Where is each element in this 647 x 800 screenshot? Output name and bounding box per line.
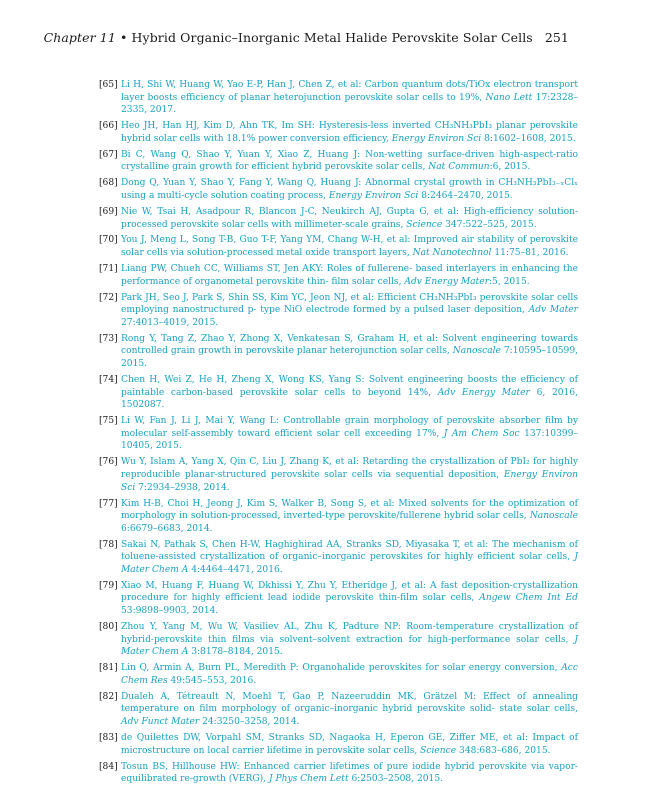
- reference-item: [99, 292, 578, 330]
- reference-citation[interactable]: de Quilettes DW, Vorpahl SM, Stranks SD, Nagaoka H, Eperon GE, Ziffer ME, et al: Impact of microstructure on local carrier lifetime in perovskite solar cells,: [121, 732, 578, 756]
- reference-journal[interactable]: Adv Energy Mater: [437, 387, 530, 398]
- reference-item: [99, 234, 578, 259]
- reference-volume-pages[interactable]: :5, 2015.: [488, 276, 530, 287]
- reference-volume-pages[interactable]: :6, 2015.: [489, 162, 531, 173]
- reference-citation[interactable]: Li W, Fan J, Li J, Mai Y, Wang L: Controllable grain morphology of perovskite absorber film by molecular self-assembly toward efficient solar cell exceeding 17%,: [121, 416, 578, 439]
- reference-number: [81]: [99, 663, 118, 674]
- reference-citation[interactable]: Tosun BS, Hillhouse HW: Enhanced carrier lifetimes of pure iodide hybrid perovskite via vapor-equilibrated re-growth (VERG),: [121, 761, 578, 785]
- reference-citation[interactable]: Dualeh A, Tétreault N, Moehl T, Gao P, Nazeeruddin MK, Grätzel M: Effect of annealing temperature on film morphology of organic–inorganic hybrid perovskite solid- state solar cells,: [121, 691, 578, 715]
- reference-item: [99, 415, 578, 453]
- reference-item: [99, 374, 578, 412]
- reference-item: [99, 206, 578, 231]
- reference-volume-pages[interactable]: 137:10399–10405, 2015.: [121, 428, 578, 452]
- reference-volume-pages[interactable]: 11:75–81, 2016.: [491, 248, 569, 259]
- reference-volume-pages[interactable]: 6:2503–2508, 2015.: [348, 774, 443, 785]
- page-number: 251: [544, 30, 569, 45]
- reference-journal[interactable]: Adv Energy Mater: [404, 276, 489, 287]
- reference-journal[interactable]: Nano Lett: [485, 92, 533, 103]
- reference-volume-pages[interactable]: 347:522–525, 2015.: [442, 219, 537, 230]
- reference-journal[interactable]: Energy Environ Sci: [391, 133, 482, 144]
- reference-journal[interactable]: J Am Chem Soc: [443, 428, 520, 439]
- reference-item: [99, 177, 578, 202]
- reference-number: [75]: [99, 416, 118, 427]
- reference-citation[interactable]: Heo JH, Han HJ, Kim D, Ahn TK, Im SH: Hysteresis-less inverted CH₃NH₃PbI₃ planar perovskite hybrid solar cells with 18.1% power conversion efficiency,: [121, 121, 578, 144]
- reference-number: [80]: [99, 622, 118, 633]
- reference-citation[interactable]: Sakai N, Pathak S, Chen H-W, Haghighirad AA, Stranks SD, Miyasaka T, et al: The mechanism of toluene-assisted crystallization of organic–inorganic perovskites for highly efficient solar cells,: [121, 539, 578, 563]
- reference-citation[interactable]: Nie W, Tsai H, Asadpour R, Blancon J-C, Neukirch AJ, Gupta G, et al: High-efficiency solution-processed perovskite solar cells with millimeter-scale grains,: [121, 206, 578, 230]
- reference-volume-pages[interactable]: 3:8178–8184, 2015.: [188, 647, 283, 658]
- reference-item: [99, 662, 578, 687]
- reference-number: [77]: [99, 498, 118, 509]
- reference-number: [79]: [99, 580, 118, 591]
- reference-citation[interactable]: Kim H-B, Choi H, Jeong J, Kim S, Walker B, Song S, et al: Mixed solvents for the optimization of morphology in solution-processed, inverted-type perovskite/fullerene hybrid solar cells,: [121, 498, 578, 522]
- reference-journal[interactable]: Nat Nanotechnol: [412, 248, 492, 259]
- reference-list: [99, 79, 578, 789]
- reference-number: [78]: [99, 539, 118, 550]
- reference-citation[interactable]: Li H, Shi W, Huang W, Yao E-P, Han J, Chen Z, et al: Carbon quantum dots/TiOx electron transport layer boosts efficiency of planar heterojunction perovskite solar cells to 19%,: [121, 80, 578, 103]
- reference-citation[interactable]: Rong Y, Tang Z, Zhao Y, Zhong X, Venkatesan S, Graham H, et al: Solvent engineering towards controlled grain growth in perovskite planar heterojunction solar cells,: [121, 333, 578, 357]
- reference-journal[interactable]: J Mater Chem A: [121, 634, 578, 658]
- reference-journal[interactable]: Nanoscale: [529, 511, 578, 522]
- reference-citation[interactable]: Dong Q, Yuan Y, Shao Y, Fang Y, Wang Q, Huang J: Abnormal crystal growth in CH₃NH₃PbI₃₋ₓClₓ using a multi-cycle solution coating process,: [121, 178, 578, 201]
- reference-journal[interactable]: J Phys Chem Lett: [268, 774, 349, 785]
- reference-number: [84]: [99, 761, 118, 772]
- reference-number: [82]: [99, 691, 118, 702]
- reference-journal[interactable]: Nat Commun: [428, 162, 490, 173]
- reference-journal[interactable]: Nanoscale: [452, 346, 501, 357]
- reference-number: [65]: [99, 80, 118, 90]
- running-header: [44, 30, 569, 45]
- reference-volume-pages[interactable]: 27:4013–4019, 2015.: [121, 317, 219, 328]
- reference-number: [76]: [99, 457, 118, 468]
- reference-journal[interactable]: J Mater Chem A: [121, 552, 578, 575]
- reference-item: [99, 691, 578, 729]
- reference-volume-pages[interactable]: 49:545–553, 2016.: [167, 675, 257, 686]
- reference-volume-pages[interactable]: 8:2464–2470, 2015.: [418, 190, 513, 201]
- reference-item: [99, 761, 578, 786]
- reference-volume-pages[interactable]: 348:683–686, 2015.: [456, 745, 551, 756]
- reference-citation[interactable]: Liang PW, Chueh CC, Williams ST, Jen AKY: Roles of fullerene- based interlayers in enhancing the performance of organometal perovskite thin- film solar cells,: [121, 264, 578, 287]
- reference-item: [99, 263, 578, 288]
- reference-item: [99, 456, 578, 494]
- reference-item: [99, 498, 578, 536]
- reference-citation[interactable]: Lin Q, Armin A, Burn PL, Meredith P: Organohalide perovskites for solar energy conversion,: [121, 663, 562, 674]
- reference-volume-pages[interactable]: 4:4464–4471, 2016.: [188, 564, 283, 575]
- reference-number: [69]: [99, 206, 118, 217]
- reference-citation[interactable]: Wu Y, Islam A, Yang X, Qin C, Liu J, Zhang K, et al: Retarding the crystallization of PbI₂ for highly reproducible planar-structured perovskite solar cells via sequential deposition,: [121, 457, 578, 480]
- reference-volume-pages[interactable]: 7:2934–2938, 2014.: [135, 482, 230, 493]
- reference-journal[interactable]: Energy Environ Sci: [121, 469, 579, 493]
- reference-citation[interactable]: You J, Meng L, Song T-B, Guo T-F, Yang YM, Chang W-H, et al: Improved air stability of perovskite solar cells via solution-processed metal oxide transport layers,: [121, 235, 578, 259]
- reference-number: [83]: [99, 732, 118, 743]
- reference-item: [99, 580, 578, 618]
- reference-item: [99, 732, 578, 757]
- reference-number: [73]: [99, 333, 118, 344]
- reference-journal[interactable]: Energy Environ Sci: [328, 190, 419, 201]
- reference-citation[interactable]: Xiao M, Huang F, Huang W, Dkhissi Y, Zhu Y, Etheridge J, et al: A fast deposition-crystallization procedure for highly efficient lead iodide perovskite thin-film solar cells,: [121, 580, 578, 604]
- reference-number: [72]: [99, 292, 118, 303]
- reference-number: [66]: [99, 121, 118, 132]
- reference-number: [70]: [99, 235, 118, 246]
- reference-journal[interactable]: Science: [406, 219, 443, 230]
- reference-journal[interactable]: Science: [420, 745, 457, 756]
- chapter-label: Chapter 11: [43, 30, 116, 45]
- reference-volume-pages[interactable]: 53:9898–9903, 2014.: [121, 606, 219, 617]
- reference-citation[interactable]: Bi C, Wang Q, Shao Y, Yuan Y, Xiao Z, Huang J: Non-wetting surface-driven high-aspect-ratio crystalline grain growth for efficient hybrid perovskite solar cells,: [121, 149, 578, 173]
- header-bullet: •: [115, 30, 132, 45]
- reference-volume-pages[interactable]: 6, 2016, 1502087.: [121, 387, 578, 411]
- reference-number: [68]: [99, 178, 118, 189]
- reference-item: [99, 333, 578, 371]
- reference-item: [99, 621, 578, 659]
- reference-journal[interactable]: Acc Chem Res: [121, 663, 578, 686]
- chapter-title: Hybrid Organic–Inorganic Metal Halide Perovskite Solar Cells: [131, 30, 533, 45]
- reference-citation[interactable]: Park JH, Seo J, Park S, Shin SS, Kim YC, Jeon NJ, et al: Efficient CH₃NH₃PbI₃ perovskite solar cells employing nanostructured p- type NiO electrode formed by a pulsed laser deposition,: [121, 292, 578, 316]
- reference-journal[interactable]: Adv Mater: [528, 305, 578, 316]
- reference-journal[interactable]: Angew Chem Int Ed: [479, 593, 578, 604]
- reference-volume-pages[interactable]: 24:3250–3258, 2014.: [199, 716, 300, 727]
- reference-number: [67]: [99, 149, 118, 160]
- reference-volume-pages[interactable]: 7:10595–10599, 2015.: [121, 346, 578, 369]
- reference-volume-pages[interactable]: 8:1602–1608, 2015.: [481, 133, 576, 144]
- reference-citation[interactable]: Zhou Y, Yang M, Wu W, Vasiliev AL, Zhu K, Padture NP: Room-temperature crystallization of hybrid-perovskite thin films via solvent–solvent extraction for high-performance solar cells,: [121, 622, 578, 645]
- reference-number: [74]: [99, 374, 118, 385]
- reference-volume-pages[interactable]: 17:2328–2335, 2017.: [121, 92, 578, 116]
- reference-item: [99, 79, 578, 117]
- reference-item: [99, 539, 578, 577]
- reference-journal[interactable]: Adv Funct Mater: [121, 716, 200, 727]
- reference-number: [71]: [99, 264, 118, 275]
- reference-item: [99, 120, 578, 145]
- reference-item: [99, 149, 578, 174]
- reference-volume-pages[interactable]: 6:6679–6683, 2014.: [121, 523, 213, 534]
- reference-citation[interactable]: Chen H, Wei Z, He H, Zheng X, Wong KS, Yang S: Solvent engineering boosts the efficiency of paintable carbon-based perovskite solar cells to beyond 14%,: [121, 374, 578, 398]
